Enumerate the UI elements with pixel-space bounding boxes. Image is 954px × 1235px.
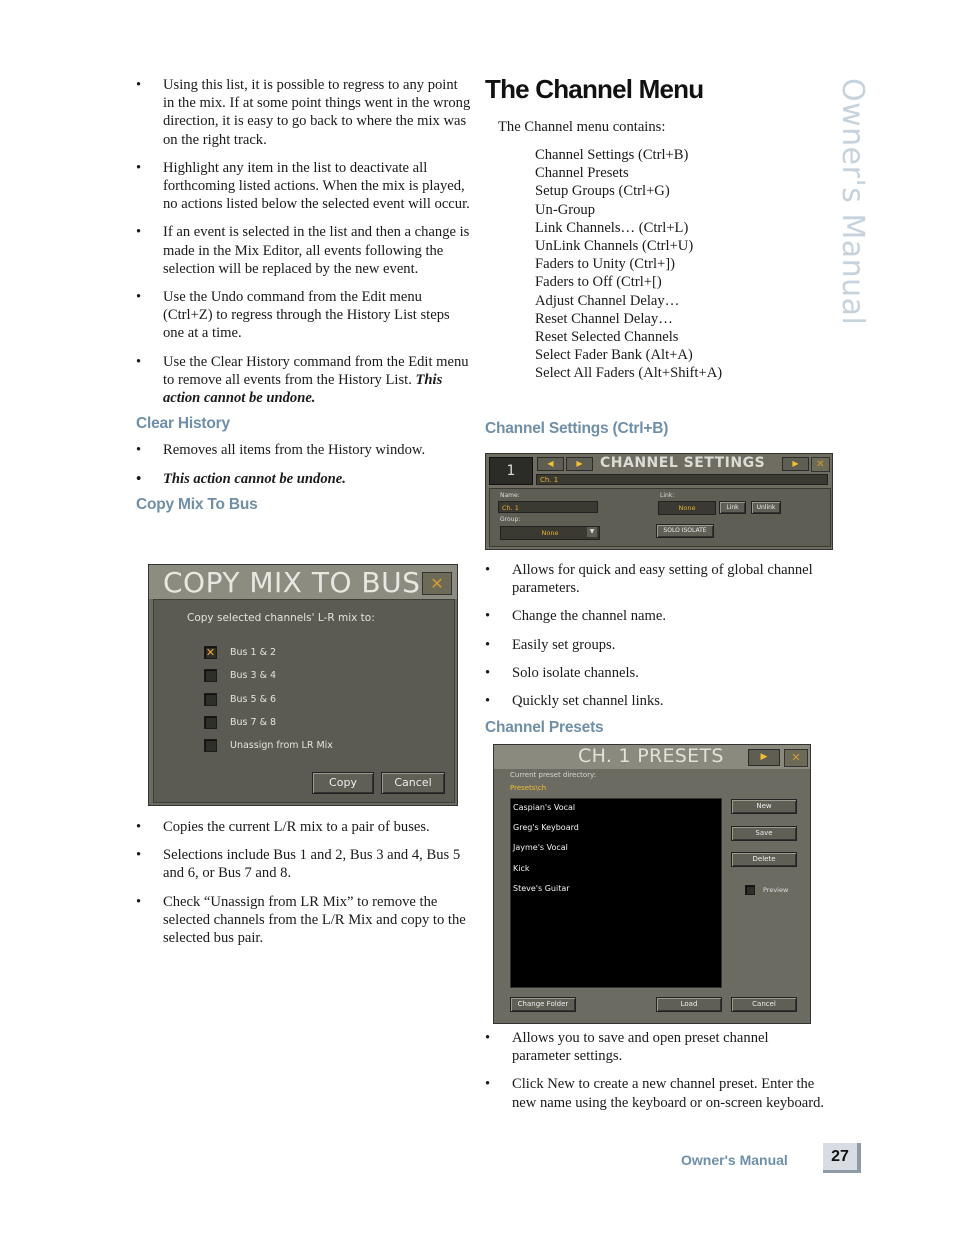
menu-item: Reset Channel Delay…	[535, 310, 673, 327]
menu-item: Faders to Off (Ctrl+[)	[535, 274, 662, 291]
list-item[interactable]: Kick	[513, 864, 530, 873]
save-button[interactable]: Save	[731, 826, 797, 841]
list-item: • Use the Undo command from the Edit menu (Ctrl+Z) to regress through the History List steps one at a time.	[136, 288, 472, 343]
dialog-title: COPY MIX TO BUS	[163, 566, 421, 599]
list-item: • Check “Unassign from LR Mix” to remove the selected channels from the L/R Mix and copy to the selected bus pair.	[136, 893, 472, 948]
channel-settings-dialog	[485, 453, 833, 550]
list-item: • Selections include Bus 1 and 2, Bus 3 and 4, Bus 5 and 6, or Bus 7 and 8.	[136, 846, 472, 882]
list-item: • Easily set groups.	[485, 636, 835, 654]
checkbox[interactable]	[204, 716, 217, 729]
list-item[interactable]: Greg's Keyboard	[513, 823, 579, 832]
dialog-title: CHANNEL SETTINGS	[600, 455, 766, 471]
bus-option-label: Unassign from LR Mix	[230, 740, 333, 751]
checkbox[interactable]	[204, 693, 217, 706]
side-title-wrap	[832, 78, 872, 326]
list-item: • Change the channel name.	[485, 607, 835, 625]
footer-label: Owner's Manual	[681, 1152, 788, 1168]
bus-option-label: Bus 7 & 8	[230, 717, 277, 728]
menu-item: Link Channels… (Ctrl+L)	[535, 219, 689, 236]
list-item: • Solo isolate channels.	[485, 664, 835, 682]
channel-number: 1	[489, 457, 533, 485]
channel-name-header: Ch. 1	[536, 474, 828, 485]
cancel-button[interactable]: Cancel	[381, 772, 445, 794]
chevron-down-icon[interactable]: ▼	[587, 527, 597, 537]
presets-arrow-button[interactable]: ▶	[748, 749, 780, 766]
menu-item: Select All Faders (Alt+Shift+A)	[535, 365, 723, 382]
close-icon[interactable]: ✕	[811, 457, 830, 472]
clear-history-bullets	[136, 441, 472, 487]
left-column	[136, 76, 472, 514]
list-item: • Click New to create a new channel preset. Enter the new name using the keyboard or on-screen keyboard.	[485, 1075, 827, 1111]
cancel-button[interactable]: Cancel	[731, 997, 797, 1012]
list-item: • If an event is selected in the list and then a change is made in the Mix Editor, all events following the selection will be replaced by the new event.	[136, 223, 472, 278]
preset-dir-label: Current preset directory:	[510, 771, 597, 779]
channel-settings-heading: Channel Settings (Ctrl+B)	[485, 420, 669, 437]
bus-option-label: Bus 3 & 4	[230, 670, 277, 681]
settings-arrow-button[interactable]: ▶	[782, 457, 809, 471]
link-button[interactable]: Link	[719, 501, 746, 514]
channel-settings-bullets-block	[485, 561, 835, 720]
channel-presets-bullets-block	[485, 1029, 827, 1122]
channel-presets-bullets	[485, 1029, 827, 1112]
next-channel-button[interactable]: ▶	[566, 457, 593, 471]
list-item: • Copies the current L/R mix to a pair of buses.	[136, 818, 472, 836]
copy-mix-bullets	[136, 818, 472, 947]
list-item: • Removes all items from the History window.	[136, 441, 472, 459]
page-number: 27	[823, 1143, 861, 1173]
checkbox[interactable]	[204, 669, 217, 682]
dialog-title: CH. 1 PRESETS	[578, 745, 724, 767]
delete-button[interactable]: Delete	[731, 852, 797, 867]
checkbox-checked[interactable]: ✕	[205, 646, 216, 659]
menu-item: Un-Group	[535, 201, 595, 218]
menu-item: Select Fader Bank (Alt+A)	[535, 347, 693, 364]
channel-presets-heading: Channel Presets	[485, 719, 604, 736]
clear-history-bullet-emphasis: This action cannot be undone.	[163, 371, 443, 407]
bus-option-label: Bus 5 & 6	[230, 694, 277, 705]
link-field[interactable]: None	[658, 501, 716, 515]
channel-settings-bullets	[485, 561, 835, 710]
name-label: Name:	[500, 492, 520, 499]
unlink-button[interactable]: Unlink	[751, 501, 781, 514]
menu-item: Setup Groups (Ctrl+G)	[535, 183, 670, 200]
prev-channel-button[interactable]: ◀	[537, 457, 564, 471]
list-item: • Highlight any item in the list to deactivate all forthcoming listed actions. When the mix is played, no actions listed below the selected event will occur.	[136, 159, 472, 214]
list-item: • Quickly set channel links.	[485, 692, 835, 710]
group-label: Group:	[500, 516, 521, 523]
menu-item: UnLink Channels (Ctrl+U)	[535, 238, 694, 255]
history-bullets	[136, 76, 472, 407]
list-item	[136, 353, 472, 408]
menu-item: Channel Presets	[535, 165, 629, 182]
copy-mix-heading: Copy Mix To Bus	[136, 495, 258, 513]
menu-item: Adjust Channel Delay…	[535, 292, 680, 309]
copy-button[interactable]: Copy	[312, 772, 374, 794]
list-item: • This action cannot be undone.	[136, 470, 472, 488]
name-field[interactable]: Ch. 1	[498, 501, 598, 513]
channel-menu-intro: The Channel menu contains:	[498, 119, 666, 135]
list-item: • Using this list, it is possible to regress to any point in the mix. If at some point things went in the wrong direction, it is easy to go back to where the mix was on the right track.	[136, 76, 472, 149]
close-icon[interactable]: ✕	[784, 749, 808, 767]
presets-dialog	[493, 744, 811, 1024]
copy-prompt: Copy selected channels' L-R mix to:	[187, 612, 375, 624]
new-button[interactable]: New	[731, 799, 797, 814]
load-button[interactable]: Load	[656, 997, 722, 1012]
list-item[interactable]: Steve's Guitar	[513, 884, 570, 893]
group-dropdown[interactable]: None	[500, 526, 600, 540]
side-title: Owner's Manual	[835, 78, 870, 326]
menu-item: Reset Selected Channels	[535, 329, 679, 346]
list-item[interactable]: Caspian's Vocal	[513, 803, 576, 812]
close-icon[interactable]: ✕	[422, 572, 452, 595]
copy-mix-bullets-block	[136, 818, 472, 957]
channel-menu-list	[535, 146, 722, 383]
clear-history-bullet-text: Use the Clear History command from the Edit menu to remove all events from the History List.	[163, 353, 469, 388]
preview-checkbox[interactable]	[745, 885, 755, 895]
link-label: Link:	[660, 492, 675, 499]
menu-item: Channel Settings (Ctrl+B)	[535, 147, 689, 163]
preset-list[interactable]	[510, 798, 722, 988]
change-folder-button[interactable]: Change Folder	[510, 997, 576, 1012]
preview-label: Preview	[763, 886, 789, 894]
checkbox[interactable]	[204, 739, 217, 752]
menu-item: Faders to Unity (Ctrl+])	[535, 256, 675, 273]
preset-dir-value: Presets\ch	[510, 784, 547, 792]
list-item: • Allows for quick and easy setting of global channel parameters.	[485, 561, 835, 597]
list-item[interactable]: Jayme's Vocal	[513, 843, 568, 852]
list-item: • Allows you to save and open preset channel parameter settings.	[485, 1029, 827, 1065]
page-title: The Channel Menu	[485, 74, 704, 104]
solo-isolate-button[interactable]: SOLO ISOLATE	[656, 524, 714, 538]
bus-option-label: Bus 1 & 2	[230, 647, 277, 658]
copy-mix-dialog	[148, 564, 458, 806]
clear-history-heading: Clear History	[136, 415, 230, 433]
